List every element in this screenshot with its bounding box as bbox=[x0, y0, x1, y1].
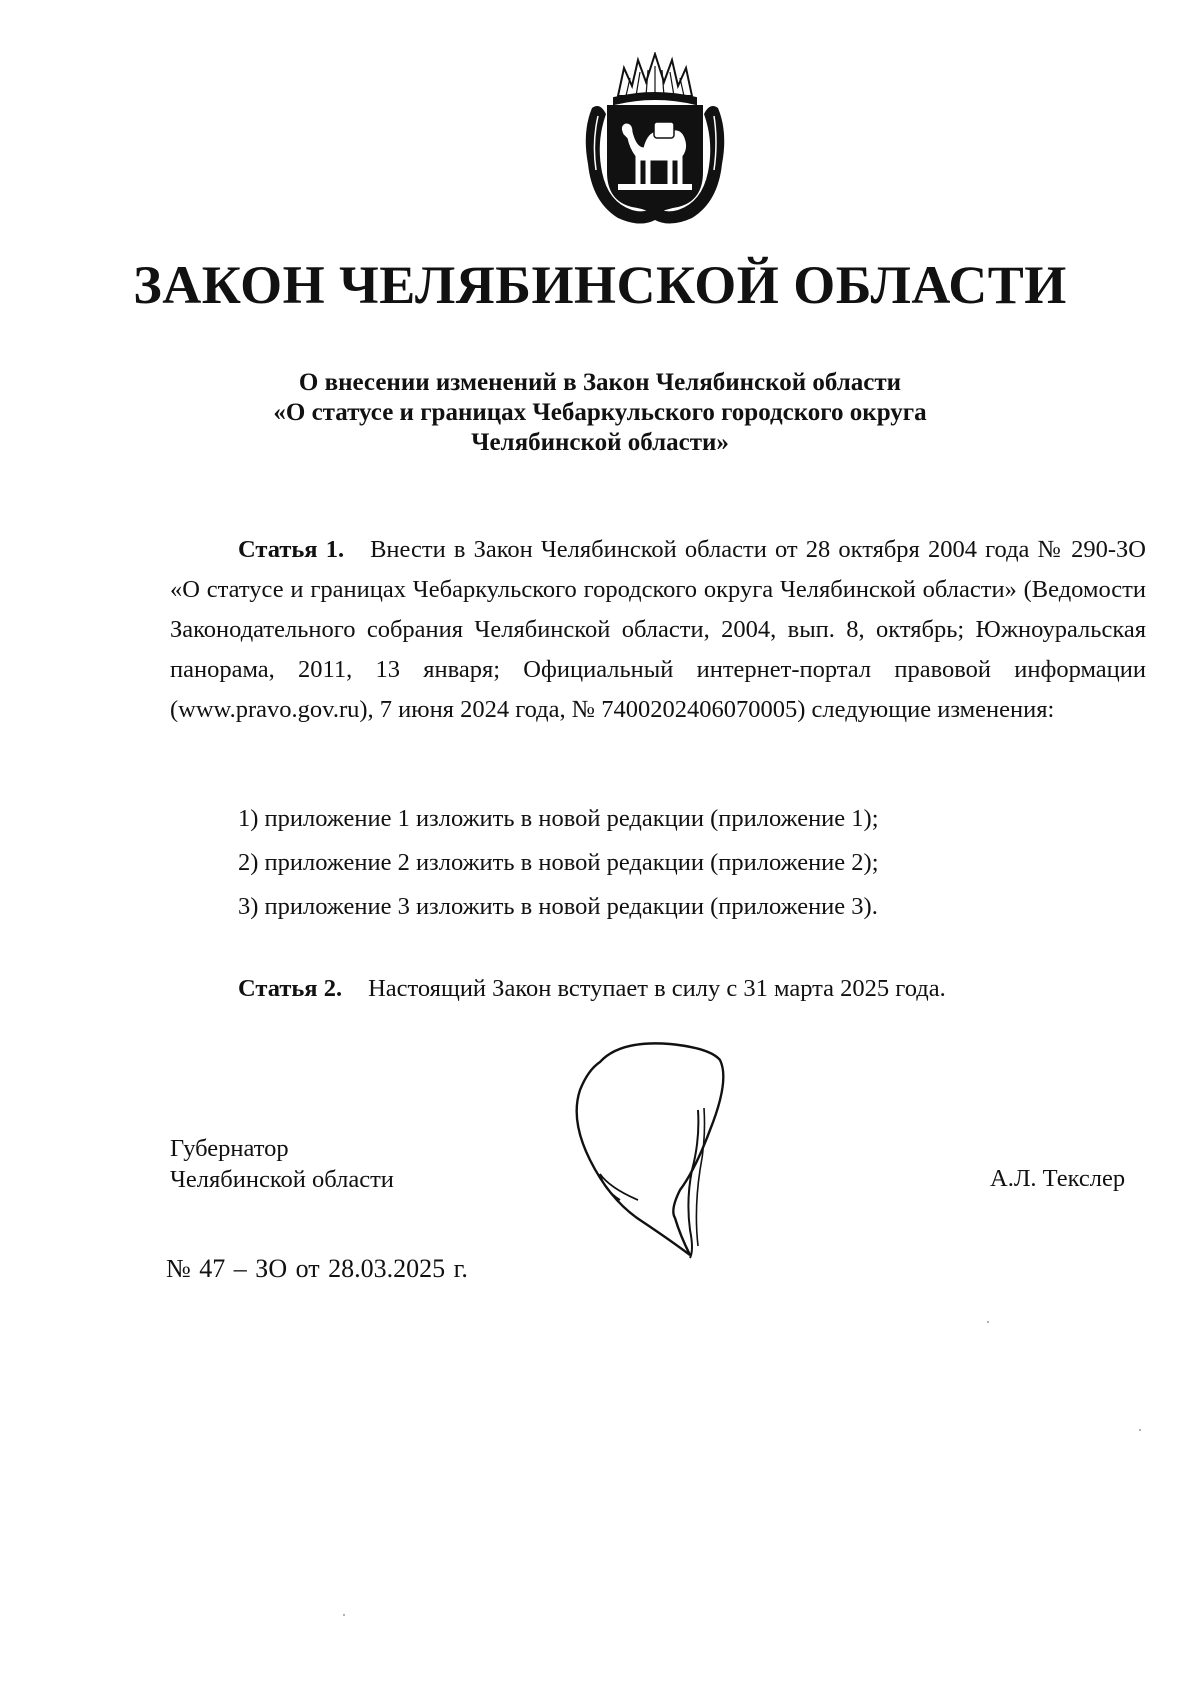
subtitle-line: «О статусе и границах Чебаркульского городского округа bbox=[273, 399, 927, 426]
list-item: 3) приложение 3 изложить в новой редакции (приложение 3). bbox=[238, 893, 878, 920]
article-2-label: Статья 2. bbox=[238, 975, 343, 1002]
signer-position-line: Челябинской области bbox=[170, 1166, 394, 1193]
subtitle-line: О внесении изменений в Закон Челябинской области bbox=[298, 369, 902, 396]
article-2-text: Настоящий Закон вступает в силу с 31 марта 2025 года. bbox=[368, 975, 946, 1002]
scan-speck bbox=[1139, 1429, 1141, 1431]
signer-position-line: Губернатор bbox=[170, 1135, 289, 1162]
article-1-text: Внести в Закон Челябинской области от 28 октября 2004 года № 290-ЗО «О статусе и границах Чебаркульского городского округа Челябинской области» (Ведомости Законодательного собрания Челябинской области, 2004, вып. 8, октябрь; Южноуральская панорама, 2011, 13 января; Официальный интернет-портал правовой информации (www.pravo.gov.ru), 7 июня 2024 года, № 7400202406070005) следующие изменения: bbox=[170, 536, 1146, 723]
coat-of-arms-icon bbox=[578, 52, 732, 230]
article-2 bbox=[170, 969, 1146, 1009]
list-item: 2) приложение 2 изложить в новой редакции (приложение 2); bbox=[238, 849, 879, 876]
article-1 bbox=[170, 530, 1146, 730]
subtitle-line: Челябинской области» bbox=[471, 429, 729, 456]
law-title: ЗАКОН ЧЕЛЯБИНСКОЙ ОБЛАСТИ bbox=[133, 255, 1067, 315]
law-number: № 47 – ЗО от 28.03.2025 г. bbox=[166, 1254, 468, 1283]
signer-position bbox=[170, 1133, 394, 1195]
law-subtitle bbox=[0, 368, 1200, 458]
scan-speck bbox=[343, 1614, 345, 1616]
list-item: 1) приложение 1 изложить в новой редакции (приложение 1); bbox=[238, 805, 879, 832]
article-1-label: Статья 1. bbox=[238, 536, 345, 563]
handwritten-signature bbox=[560, 1040, 780, 1265]
signer-name: А.Л. Текслер bbox=[990, 1165, 1126, 1192]
scan-speck bbox=[987, 1321, 989, 1323]
amendment-list bbox=[238, 797, 879, 929]
